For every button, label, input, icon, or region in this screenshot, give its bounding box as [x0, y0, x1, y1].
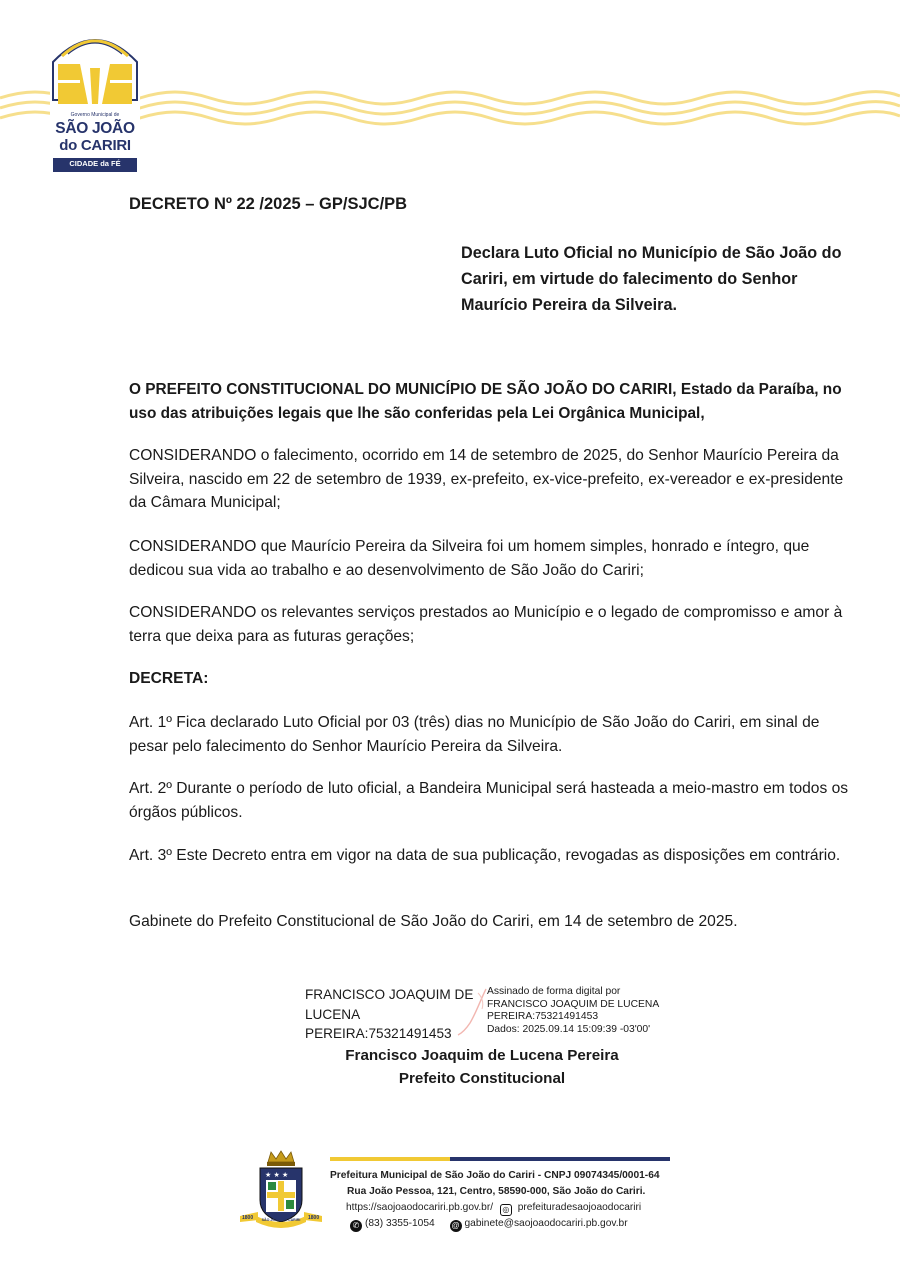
- logo-name-line1: SÃO JOÃO: [55, 120, 135, 137]
- svg-text:★ ★ ★: ★ ★ ★: [265, 1171, 289, 1179]
- article-2: Art. 2º Durante o período de luto oficial, a Bandeira Municipal será hasteada a meio-mastro em todos os órgãos públicos.: [129, 780, 849, 821]
- crest-year-left: 1800: [242, 1215, 254, 1221]
- signatory-role: Prefeito Constitucional: [398, 1070, 566, 1087]
- footer-contact-row: [350, 1216, 695, 1232]
- footer-divider: [330, 1157, 670, 1161]
- decree-title: DECRETO Nº 22 /2025 – GP/SJC/PB: [129, 195, 408, 213]
- municipal-coat-of-arms: [238, 1150, 324, 1230]
- footer-web-row: [346, 1200, 691, 1216]
- website-link[interactable]: https://saojoaodocariri.pb.gov.br/: [346, 1202, 494, 1213]
- instagram-icon: ◎: [500, 1204, 512, 1216]
- digital-line-2: FRANCISCO JOAQUIM DE LUCENA: [487, 998, 660, 1010]
- article-1: Art. 1º Fica declarado Luto Oficial por 03 (três) dias no Município de São João do Cariri, em sinal de pesar pelo falecimento do Senhor Maurício Pereira da Silveira.: [129, 714, 820, 755]
- decreta-heading: DECRETA:: [129, 670, 209, 687]
- decree-summary: Declara Luto Oficial no Município de São João do Cariri, em virtude do falecimento do Senhor Maurício Pereira da Silveira.: [461, 244, 842, 314]
- logo-banner: CIDADE da FÉ: [69, 159, 121, 168]
- digital-line-1: Assinado de forma digital por: [487, 986, 621, 997]
- city-logo: [50, 20, 140, 172]
- signatory-name: Francisco Joaquim de Lucena Pereira: [345, 1047, 619, 1064]
- signer-line-1: FRANCISCO JOAQUIM DE: [305, 987, 474, 1002]
- instagram-handle[interactable]: prefeituradesaojoaodocariri: [517, 1202, 642, 1213]
- digital-signature-details: [487, 986, 677, 1036]
- signer-line-2: LUCENA: [305, 1006, 361, 1022]
- email-icon: @: [451, 1221, 460, 1230]
- crest-banner-text: SÃO JOÃO DO CARIRI: [261, 1218, 301, 1222]
- digital-line-3: PEREIRA:75321491453: [487, 1011, 599, 1023]
- logo-name-line2: do CARIRI: [59, 137, 131, 154]
- signatory-block: [300, 1044, 664, 1090]
- signer-line-3: PEREIRA:75321491453: [305, 1026, 452, 1041]
- decree-preamble: O PREFEITO CONSTITUCIONAL DO MUNICÍPIO DE SÃO JOÃO DO CARIRI, Estado da Paraíba, no uso das atribuições legais que lhe são conferidas pela Lei Orgânica Municipal,: [129, 381, 842, 422]
- email-address[interactable]: gabinete@saojoaodocariri.pb.gov.br: [464, 1218, 628, 1229]
- footer-address-line: Rua João Pessoa, 121, Centro, 58590-000, São João do Cariri.: [347, 1186, 646, 1197]
- digital-line-4: Dados: 2025.09.14 15:09:39 -03'00': [487, 1023, 651, 1035]
- phone-icon: ✆: [350, 1220, 362, 1232]
- considerando-2: CONSIDERANDO que Maurício Pereira da Silveira foi um homem simples, honrado e íntegro, que dedicou sua vida ao trabalho e ao desenvolvimento de São João do Cariri;: [129, 538, 810, 579]
- crest-year-right: 1800: [308, 1215, 320, 1221]
- footer-org-line: Prefeitura Municipal de São João do Cariri - CNPJ 09074345/0001-64: [330, 1170, 660, 1181]
- considerando-1: CONSIDERANDO o falecimento, ocorrido em 14 de setembro de 2025, do Senhor Maurício Pereira da Silveira, nascido em 22 de setembro de 1939, ex-prefeito, ex-vice-prefeito, ex-vereador e ex-presidente da Câmara Municipal;: [129, 447, 844, 511]
- logo-top-text: Governo Municipal de: [70, 112, 120, 118]
- digital-signature-signer: [305, 985, 480, 1044]
- article-3: Art. 3º Este Decreto entra em vigor na data de sua publicação, revogadas as disposições em contrário.: [129, 847, 841, 864]
- considerando-3: CONSIDERANDO os relevantes serviços prestados ao Município e o legado de compromisso e amor à terra que deixa para as futuras gerações;: [129, 604, 843, 645]
- closing-date: Gabinete do Prefeito Constitucional de São João do Cariri, em 14 de setembro de 2025.: [129, 913, 738, 930]
- phone-number[interactable]: (83) 3355-1054: [365, 1218, 435, 1229]
